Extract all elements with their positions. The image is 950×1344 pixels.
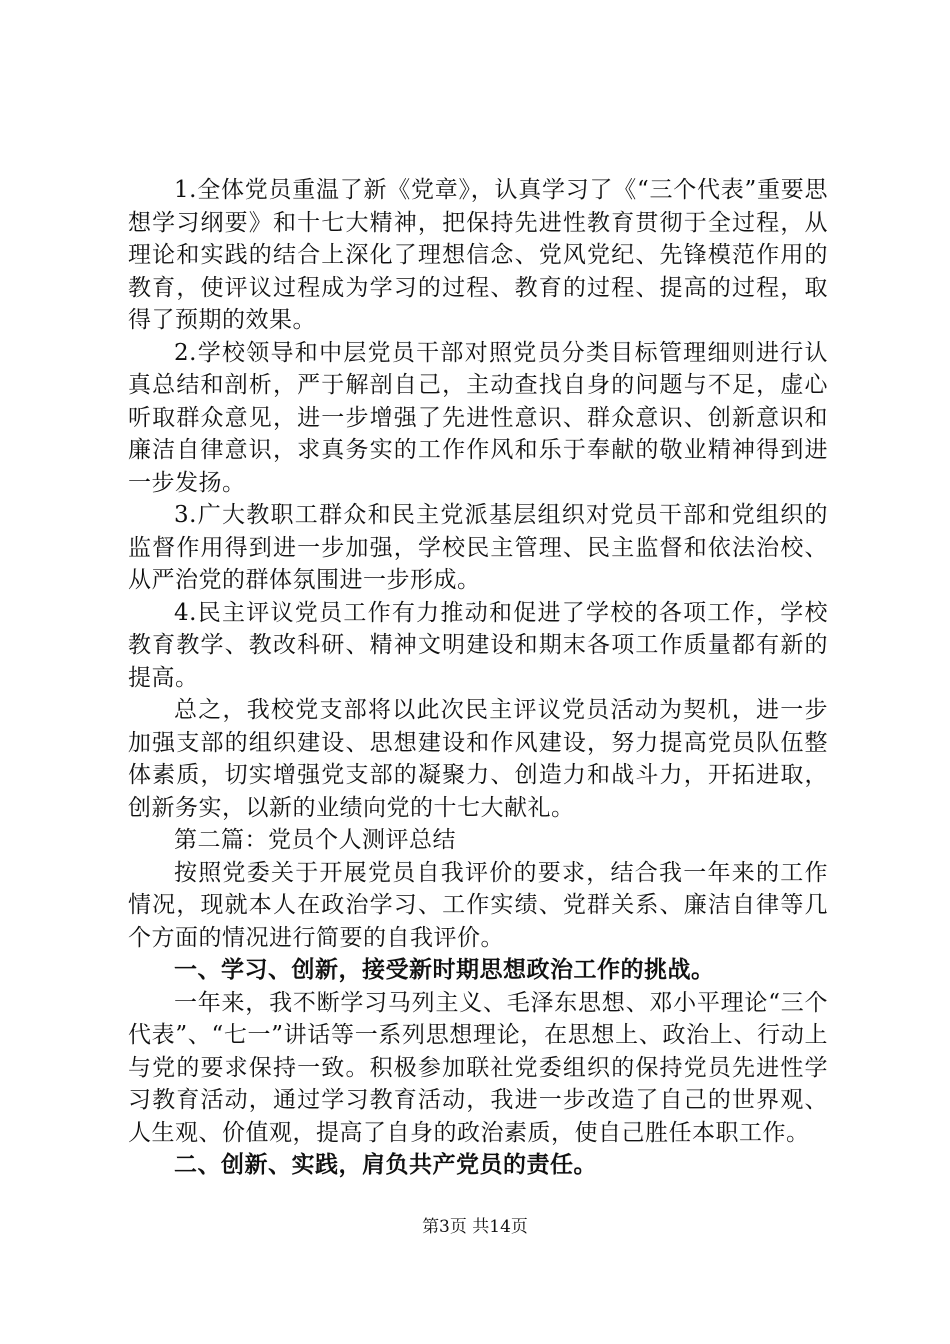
section-title: 第二篇：党员个人测评总结 xyxy=(174,827,456,853)
paragraph-summary: 总之，我校党支部将以此次民主评议党员活动为契机，进一步加强支部的组织建设、思想建设和作风建设，努力提高党员队伍整体素质，切实增强党支部的凝聚力、创造力和战斗力，开拓进取，创新务实，以新的业绩向党的十七大献礼。 xyxy=(128,697,828,821)
heading-1: 一、学习、创新，接受新时期思想政治工作的挑战。 xyxy=(174,957,715,983)
paragraph-1: 1.全体党员重温了新《党章》，认真学习了《“三个代表”重要思想学习纲要》和十七大精神，把保持先进性教育贯彻于全过程，从理论和实践的结合上深化了理想信念、党风党纪、先锋模范作用的教育，使评议过程成为学习的过程、教育的过程、提高的过程，取得了预期的效果。 xyxy=(128,177,828,333)
heading-2: 二、创新、实践，肩负共产党员的责任。 xyxy=(174,1152,597,1178)
paragraph-intro: 按照党委关于开展党员自我评价的要求，结合我一年来的工作情况，现就本人在政治学习、工作实绩、党群关系、廉洁自律等几个方面的情况进行简要的自我评价。 xyxy=(128,859,828,951)
page-number: 第3页 共14页 xyxy=(422,1217,528,1237)
paragraph-2: 2.学校领导和中层党员干部对照党员分类目标管理细则进行认真总结和剖析，严于解剖自己，主动查找自身的问题与不足，虚心听取群众意见，进一步增强了先进性意识、群众意识、创新意识和廉洁自律意识，求真务实的工作作风和乐于奉献的敬业精神得到进一步发扬。 xyxy=(128,339,828,496)
page-footer xyxy=(0,1216,950,1238)
document-body xyxy=(128,174,828,1182)
paragraph-study: 一年来，我不断学习马列主义、毛泽东思想、邓小平理论“三个代表”、“七一”讲话等一系列思想理论，在思想上、政治上、行动上与党的要求保持一致。积极参加联社党委组织的保持党员先进性学习教育活动，通过学习教育活动，我进一步改造了自己的世界观、人生观、价值观，提高了自身的政治素质，使自己胜任本职工作。 xyxy=(128,989,828,1146)
paragraph-4: 4.民主评议党员工作有力推动和促进了学校的各项工作，学校教育教学、教改科研、精神文明建设和期末各项工作质量都有新的提高。 xyxy=(128,599,828,691)
paragraph-3: 3.广大教职工群众和民主党派基层组织对党员干部和党组织的监督作用得到进一步加强，学校民主管理、民主监督和依法治校、从严治党的群体氛围进一步形成。 xyxy=(128,502,828,593)
